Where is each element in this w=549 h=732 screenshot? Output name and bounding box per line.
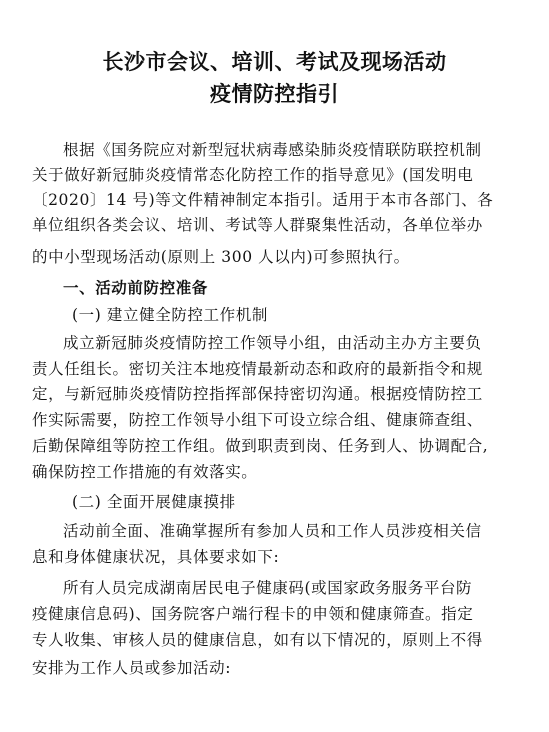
intro-line-4: 单位组织各类会议、培训、考试等人群聚集性活动，各单位举办 [32,216,483,234]
sub2-line-1: 活动前全面、准确掌握所有参加人员和工作人员涉疫相关信 [63,522,482,540]
document-title-line-2: 疫情防控指引 [210,82,339,106]
sub1-line-1: 成立新冠肺炎疫情防控工作领导小组，由活动主办方主要负 [63,334,482,352]
subsection-heading-1: (一) 建立健全防控工作机制 [72,306,268,324]
intro-line-3: 〔2020〕14 号)等文件精神制定本指引。适用于本市各部门、各 [32,191,494,209]
intro-line-5: 的中小型现场活动(原则上 300 人以内)可参照执行。 [32,248,410,266]
sub2-line-5: 专人收集、审核人员的健康信息，如有以下情况的，原则上不得 [32,631,483,649]
intro-line-1: 根据《国务院应对新型冠状病毒感染肺炎疫情联防联控机制 [63,141,482,159]
subsection-heading-2: (二) 全面开展健康摸排 [72,493,236,511]
sub2-line-6: 安排为工作人员或参加活动: [32,659,232,677]
sub2-line-2: 息和身体健康状况，具体要求如下: [32,548,280,566]
sub2-line-3: 所有人员完成湖南居民电子健康码(或国家政务服务平台防 [63,579,473,597]
sub1-line-3: 定，与新冠肺炎疫情防控指挥部保持密切沟通。根据疫情防控工 [32,385,483,403]
section-heading-1: 一、活动前防控准备 [63,279,208,297]
intro-line-2: 关于做好新冠肺炎疫情常态化防控工作的指导意见》(国发明电 [32,166,474,184]
sub2-line-4: 疫健康信息码)、国务院客户端行程卡的申领和健康筛查。指定 [32,605,474,623]
sub1-line-6: 确保防控工作措施的有效落实。 [32,463,258,481]
sub1-line-5: 后勤保障组等防控工作组。做到职责到岗、任务到人、协调配合, [32,437,489,455]
sub1-line-4: 作实际需要，防控工作领导小组下可设立综合组、健康筛查组、 [32,411,483,429]
sub1-line-2: 责人任组长。密切关注本地疫情最新动态和政府的最新指令和规 [32,360,483,378]
document-title-line-1: 长沙市会议、培训、考试及现场活动 [102,50,447,74]
